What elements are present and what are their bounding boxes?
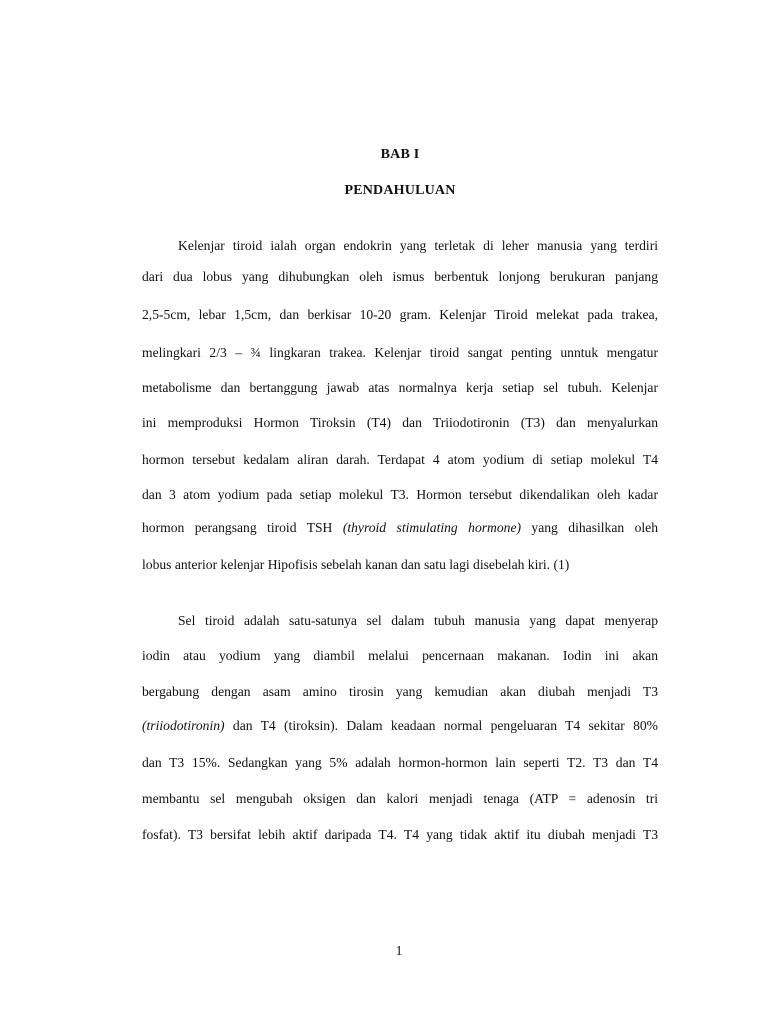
text-line-mixed xyxy=(142,717,658,735)
text-line: iodin atau yodium yang diambil melalui pencernaan makanan. Iodin ini akan xyxy=(142,648,658,663)
text-line: 2,5-5cm, lebar 1,5cm, dan berkisar 10-20 gram. Kelenjar Tiroid melekat pada trakea, xyxy=(142,307,658,322)
text-line: metabolisme dan bertanggung jawab atas normalnya kerja setiap sel tubuh. Kelenjar xyxy=(142,380,658,395)
text-line: hormon tersebut kedalam aliran darah. Terdapat 4 atom yodium di setiap molekul T4 xyxy=(142,452,658,467)
italic-term: (triiodotironin) xyxy=(142,718,225,733)
text-line: bergabung dengan asam amino tirosin yang kemudian akan diubah menjadi T3 xyxy=(142,684,658,699)
text-line: fosfat). T3 bersifat lebih aktif daripada T4. T4 yang tidak aktif itu diubah menjadi T3 xyxy=(142,827,658,842)
text-line: dari dua lobus yang dihubungkan oleh ismus berbentuk lonjong berukuran panjang xyxy=(142,269,658,284)
text-line: Kelenjar tiroid ialah organ endokrin yang terletak di leher manusia yang terdiri xyxy=(178,238,658,253)
text-line: dan T3 15%. Sedangkan yang 5% adalah hormon-hormon lain seperti T2. T3 dan T4 xyxy=(142,755,658,770)
text-segment: dan T4 (tiroksin). Dalam keadaan normal pengeluaran T4 sekitar 80% xyxy=(224,718,658,733)
italic-term: (thyroid stimulating hormone) xyxy=(342,520,521,535)
text-segment: hormon perangsang tiroid TSH xyxy=(142,520,343,535)
text-line: dan 3 atom yodium pada setiap molekul T3. Hormon tersebut dikendalikan oleh kadar xyxy=(142,487,658,502)
text-line: ini memproduksi Hormon Tiroksin (T4) dan Triiodotironin (T3) dan menyalurkan xyxy=(142,415,658,430)
page-number: 1 xyxy=(395,943,403,958)
chapter-title: PENDAHULUAN xyxy=(344,183,456,198)
text-segment: yang dihasilkan oleh xyxy=(521,520,658,535)
text-line-mixed xyxy=(142,519,658,537)
chapter-heading: BAB I xyxy=(380,147,420,162)
text-line: melingkari 2/3 – ¾ lingkaran trakea. Kelenjar tiroid sangat penting unntuk mengatur xyxy=(142,345,658,360)
text-line: Sel tiroid adalah satu-satunya sel dalam tubuh manusia yang dapat menyerap xyxy=(178,613,658,628)
text-line: lobus anterior kelenjar Hipofisis sebelah kanan dan satu lagi disebelah kiri. (1) xyxy=(142,557,570,572)
text-line: membantu sel mengubah oksigen dan kalori menjadi tenaga (ATP = adenosin tri xyxy=(142,791,658,806)
